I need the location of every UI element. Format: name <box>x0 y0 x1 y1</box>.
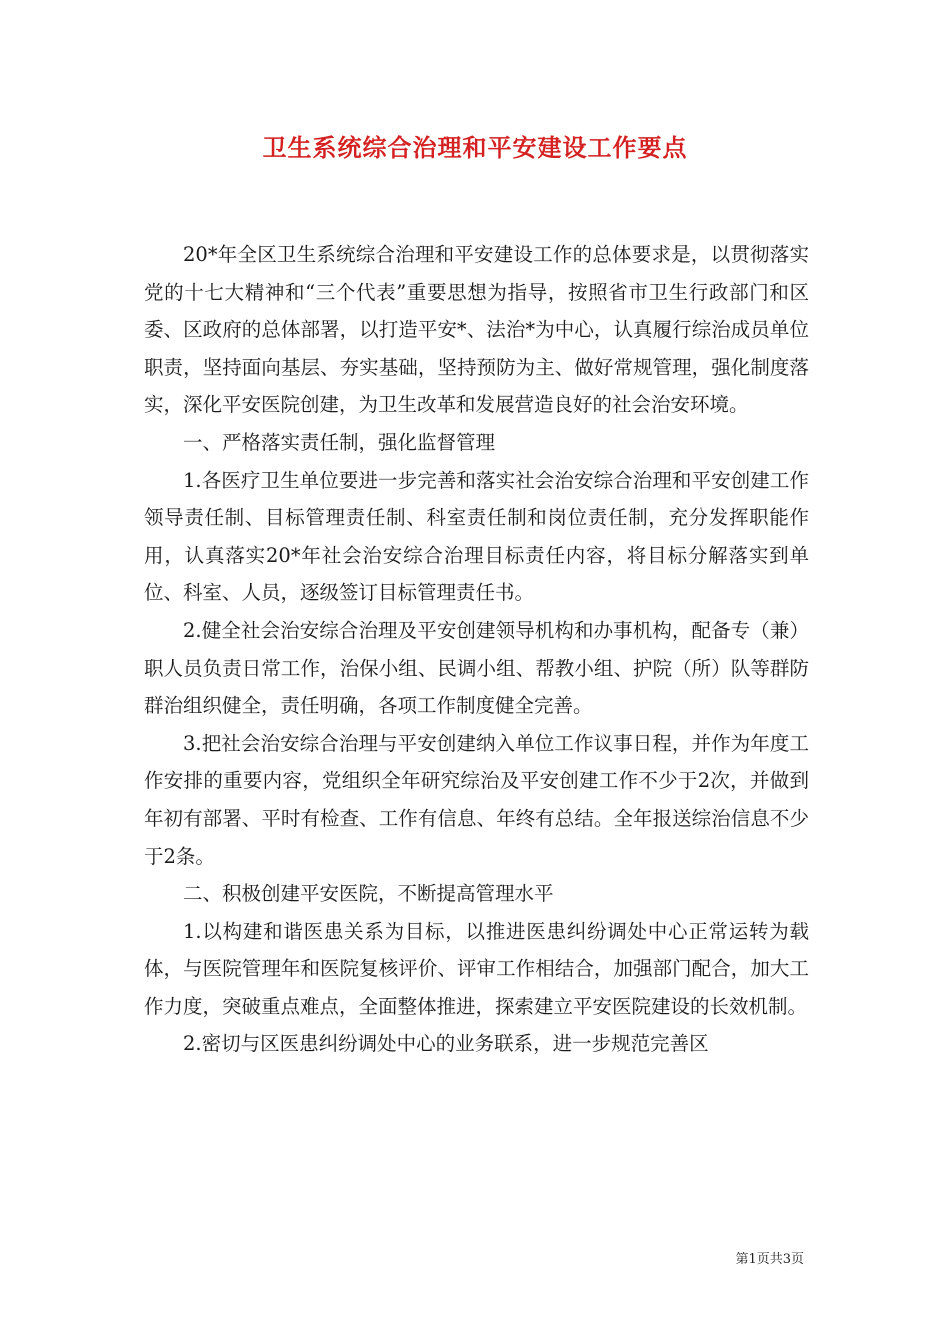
document-body <box>144 236 809 1063</box>
paragraph-2-1: 1.以构建和谐医患关系为目标，以推进医患纠纷调处中心正常运转为载体，与医院管理年和医院复核评价、评审工作相结合，加强部门配合，加大工作力度，突破重点难点，全面整体推进，探索建立平安医院建设的长效机制。 <box>144 919 809 1018</box>
page-number-footer: 第1页共3页 <box>735 1252 804 1267</box>
paragraph-1-2: 2.健全社会治安综合治理及平安创建领导机构和办事机构，配备专（兼）职人员负责日常工作，治保小组、民调小组、帮教小组、护院（所）队等群防群治组织健全，责任明确，各项工作制度健全完善。 <box>144 618 809 718</box>
section-heading-2: 二、积极创建平安医院，不断提高管理水平 <box>183 882 554 906</box>
section-heading-1: 一、严格落实责任制，强化监督管理 <box>183 430 496 454</box>
paragraph-2-2: 2.密切与区医患纠纷调处中心的业务联系，进一步规范完善区 <box>183 1032 709 1056</box>
paragraph-1-3: 3.把社会治安综合治理与平安创建纳入单位工作议事日程，并作为年度工作安排的重要内容，党组织全年研究综治及平安创建工作不少于2次，并做到年初有部署、平时有检查、工作有信息、年终有总结。全年报送综治信息不少于2条。 <box>144 731 809 868</box>
document-title: 卫生系统综合治理和平安建设工作要点 <box>262 133 688 162</box>
paragraph-1-1: 1.各医疗卫生单位要进一步完善和落实社会治安综合治理和平安创建工作领导责任制、目标管理责任制、科室责任制和岗位责任制，充分发挥职能作用，认真落实20*年社会治安综合治理目标责任内容，将目标分解落实到单位、科室、人员，逐级签订目标管理责任书。 <box>144 468 809 605</box>
paragraph-intro: 20*年全区卫生系统综合治理和平安建设工作的总体要求是，以贯彻落实党的十七大精神和“三个代表”重要思想为指导，按照省市卫生行政部门和区委、区政府的总体部署，以打造平安*、法治*为中心，认真履行综治成员单位职责，坚持面向基层、夯实基础，坚持预防为主、做好常规管理，强化制度落实，深化平安医院创建，为卫生改革和发展营造良好的社会治安环境。 <box>144 243 809 417</box>
